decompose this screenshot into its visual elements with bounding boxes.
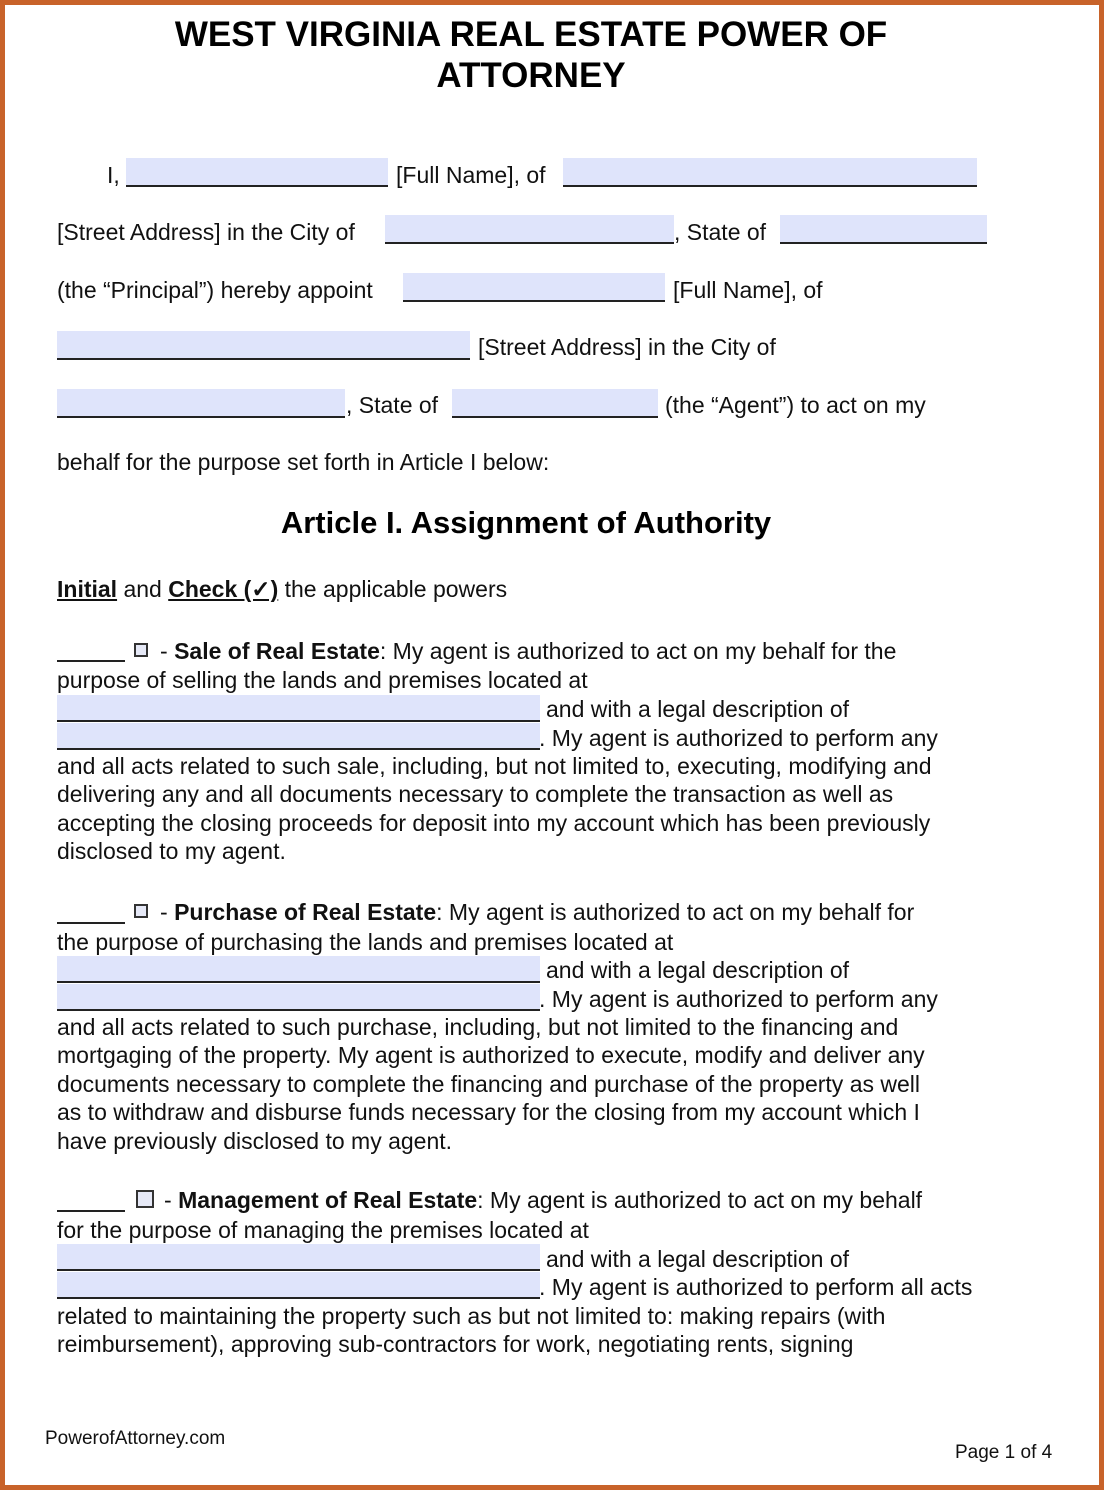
footer-site: PowerofAttorney.com xyxy=(45,1428,226,1449)
agent-city-field[interactable] xyxy=(57,389,345,418)
principal-city-field[interactable] xyxy=(385,215,674,244)
intro-l1-a: I, xyxy=(107,162,120,188)
management-legal-field[interactable] xyxy=(57,1272,540,1299)
sale-l7: accepting the closing proceeds for deposit into my account which has been previously xyxy=(57,810,931,836)
management-location-field[interactable] xyxy=(57,1244,540,1271)
agent-state-field[interactable] xyxy=(452,389,658,418)
instruction-and: and xyxy=(117,576,169,602)
purchase-title: Purchase of Real Estate xyxy=(174,899,437,925)
purchase-line1 xyxy=(160,898,914,926)
sale-l2: purpose of selling the lands and premises located at xyxy=(57,667,588,693)
sale-l4: . My agent is authorized to perform any xyxy=(539,725,938,751)
document-title-line2: ATTORNEY xyxy=(436,56,626,95)
management-checkbox[interactable] xyxy=(136,1190,154,1208)
sale-dash: - xyxy=(160,638,168,664)
sale-checkbox[interactable] xyxy=(134,643,148,657)
sale-title: Sale of Real Estate xyxy=(174,638,380,664)
purchase-l7: documents necessary to complete the financing and purchase of the property as well xyxy=(57,1071,920,1097)
principal-name-field[interactable] xyxy=(126,158,388,187)
management-line1 xyxy=(164,1186,922,1214)
purchase-l8: as to withdraw and disburse funds necessary for the closing from my account which I xyxy=(57,1099,920,1125)
sale-legal-field[interactable] xyxy=(57,723,540,750)
sale-l8: disclosed to my agent. xyxy=(57,838,286,864)
purchase-l5: and all acts related to such purchase, including, but not limited to the financing and xyxy=(57,1014,899,1040)
purchase-l9: have previously disclosed to my agent. xyxy=(57,1128,453,1154)
management-l2: for the purpose of managing the premises located at xyxy=(57,1217,589,1243)
instruction-initial: Initial xyxy=(57,576,118,602)
intro-l6: behalf for the purpose set forth in Article I below: xyxy=(57,449,550,475)
footer-page-number: Page 1 of 4 xyxy=(955,1442,1053,1463)
intro-l3-b: [Full Name], of xyxy=(673,277,823,303)
instruction-check: Check (✓) xyxy=(168,576,279,602)
intro-l1-b: [Full Name], of xyxy=(396,162,546,188)
sale-line1 xyxy=(160,637,896,665)
article-heading: Article I. Assignment of Authority xyxy=(280,505,772,540)
sale-l3: and with a legal description of xyxy=(546,696,850,722)
sale-l5: and all acts related to such sale, including, but not limited to, executing, modifying and xyxy=(57,753,932,779)
management-title: Management of Real Estate xyxy=(178,1187,478,1213)
principal-street-field[interactable] xyxy=(563,158,977,187)
agent-street-field[interactable] xyxy=(57,331,470,360)
management-l5: related to maintaining the property such as but not limited to: making repairs (with xyxy=(57,1303,886,1329)
intro-l5-b: (the “Agent”) to act on my xyxy=(665,392,926,418)
purchase-legal-field[interactable] xyxy=(57,984,540,1011)
purchase-l2: the purpose of purchasing the lands and premises located at xyxy=(57,929,674,955)
sale-initial-field[interactable] xyxy=(57,633,125,662)
purchase-l3: and with a legal description of xyxy=(546,957,850,983)
purchase-l1-text: : My agent is authorized to act on my behalf for xyxy=(436,899,915,925)
management-dash: - xyxy=(164,1187,172,1213)
principal-state-field[interactable] xyxy=(780,215,987,244)
management-l3: and with a legal description of xyxy=(546,1246,850,1272)
sale-l6: delivering any and all documents necessary to complete the transaction as well as xyxy=(57,781,894,807)
document-title-line1: WEST VIRGINIA REAL ESTATE POWER OF xyxy=(174,15,888,54)
agent-name-field[interactable] xyxy=(403,273,665,302)
intro-l3-a: (the “Principal”) hereby appoint xyxy=(57,277,373,303)
sale-l1-text: : My agent is authorized to act on my behalf for the xyxy=(379,638,897,664)
management-initial-field[interactable] xyxy=(57,1183,125,1212)
management-l4: . My agent is authorized to perform all acts xyxy=(539,1274,973,1300)
purchase-initial-field[interactable] xyxy=(57,895,125,924)
sale-location-field[interactable] xyxy=(57,695,540,722)
instruction-line xyxy=(57,575,507,603)
management-l1-text: : My agent is authorized to act on my behalf xyxy=(477,1187,923,1213)
purchase-l4: . My agent is authorized to perform any xyxy=(539,986,938,1012)
purchase-l6: mortgaging of the property. My agent is authorized to execute, modify and deliver any xyxy=(57,1042,925,1068)
instruction-rest: the applicable powers xyxy=(278,576,508,602)
purchase-dash: - xyxy=(160,899,168,925)
intro-l5-a: , State of xyxy=(346,392,439,418)
purchase-checkbox[interactable] xyxy=(134,904,148,918)
intro-l2-b: , State of xyxy=(674,219,767,245)
intro-l2-a: [Street Address] in the City of xyxy=(57,219,355,245)
purchase-location-field[interactable] xyxy=(57,956,540,983)
management-l6: reimbursement), approving sub-contractors for work, negotiating rents, signing xyxy=(57,1331,854,1357)
intro-l4-a: [Street Address] in the City of xyxy=(478,334,776,360)
